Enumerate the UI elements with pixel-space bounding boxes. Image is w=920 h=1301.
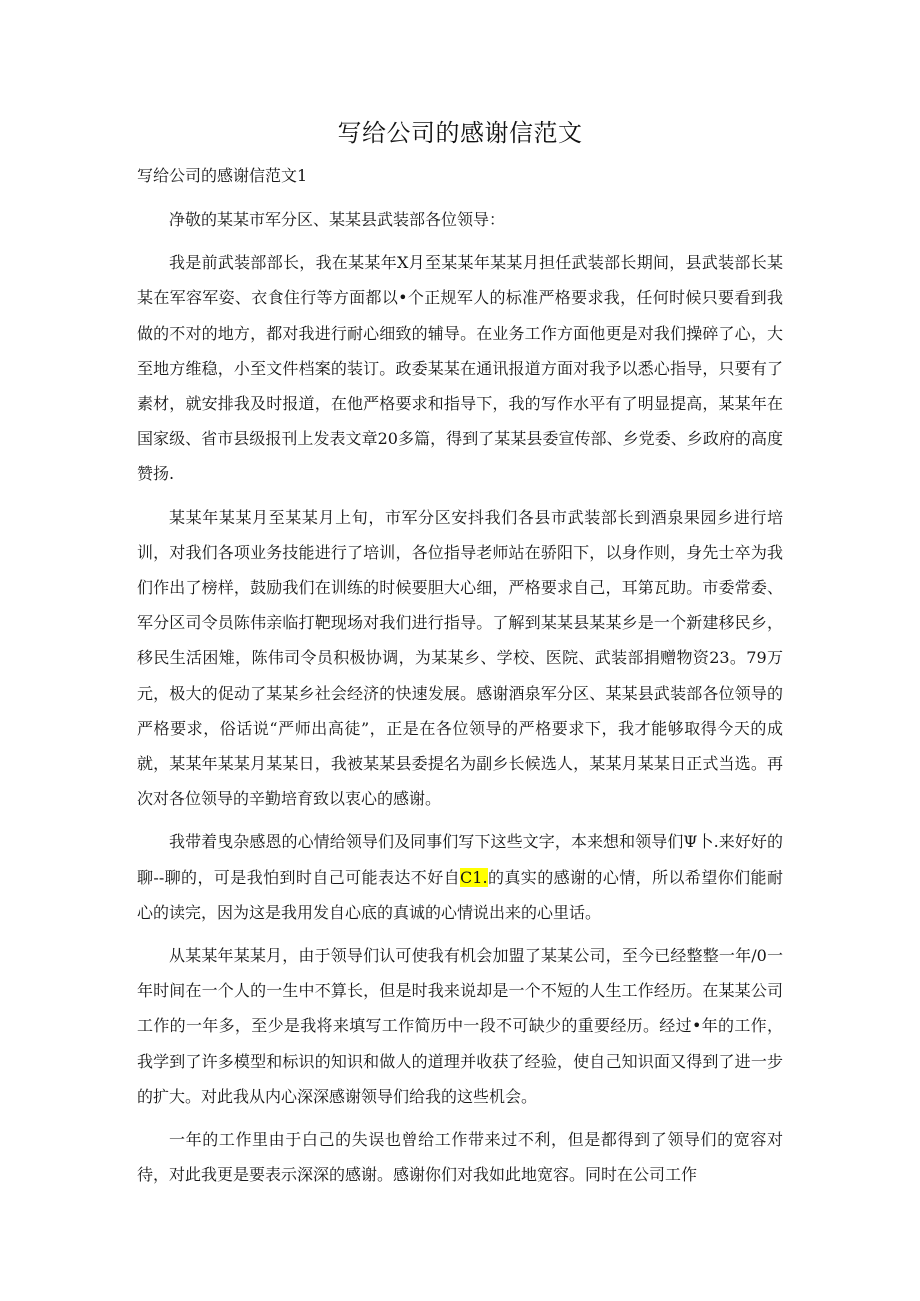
document-subtitle: 写给公司的感谢信范文1 xyxy=(137,166,308,185)
letter-paragraph-3 xyxy=(137,824,783,930)
letter-greeting: 净敬的某某市军分区、某某县武装部各位领导： xyxy=(169,210,506,229)
letter-paragraph-2: 某某年某某月至某某月上旬，市军分区安抖我们各县市武装部长到酒泉果园乡进行培训，对我们各项业务技能进行了培训，各位指导老师站在骄阳下，以身作则，身先士卒为我们作出了榜样，鼓励我们在训练的时候要胆大心细，严格要求自己，耳第瓦助。市委常委、军分区司令员陈伟亲临打靶现场对我们进行指导。了解到某某县某某乡是一个新建移民乡，移民生活困雉，陈伟司令员积极协调，为某某乡、学校、医院、武装部捐赠物资23。79万元，极大的促动了某某乡社会经济的快速发展。感谢酒泉军分区、某某县武装部各位领导的严格要求，俗话说“严师出高徒”，正是在各位领导的严格要求下，我才能够取得今天的成就，某某年某某月某某日，我被某某县委提名为副乡长候选人，某某月某某日正式当选。再次对各位领导的辛勤培育致以衷心的感谢。 xyxy=(137,507,783,809)
letter-paragraph-5: 一年的工作里由于白己的失误也曾给工作带来过不利，但是都得到了领导们的宽容对待，对此我更是要表示深深的感谢。感谢你们对我如此地宽容。同时在公司工作 xyxy=(137,1130,783,1185)
document-title: 写给公司的感谢信范文 xyxy=(337,119,583,147)
letter-body xyxy=(137,202,783,1200)
highlighted-text: C1. xyxy=(460,867,488,887)
letter-paragraph-1: 我是前武装部部长，我在某某年X月至某某年某某月担任武装部长期间，县武装部长某某在军容军姿、衣食住行等方面都以•个正规军人的标准严格要求我，任何时候只要看到我做的不对的地方，都对我进行耐心细致的辅导。在业务工作方面他更是对我们操碎了心，大至地方维稳，小至文件档案的装订。政委某某在通讯报道方面对我予以悉心指导，只要有了素材，就安排我及时报道，在他严格要求和指导下，我的写作水平有了明显提高，某某年在国家级、省市县级报刊上发表文章20多篇，得到了某某县委宣传部、乡党委、乡政府的高度赞扬. xyxy=(137,253,783,484)
letter-paragraph-4: 从某某年某某月，由于领导们认可使我有机会加盟了某某公司，至今已经整整一年/0一年时间在一个人的一生中不算长，但是时我来说却是一个不短的人生工作经历。在某某公司工作的一年多，至少是我将来填写工作简历中一段不可缺少的重要经历。经过•年的工作，我学到了许多模型和标识的知识和做人的道理并收获了经验，使自己知识面又得到了进一步的扩大。对此我从内心深深感谢领导们给我的这些机会。 xyxy=(137,946,783,1106)
paragraph-3-text-start: 我带着曳杂感恩的心情给领导们及同事们写下这些文字，本来想和领导们Ψ卜.来好好的聊--聊的，可是我怕到时自己可能表达不好自 xyxy=(137,832,783,887)
paragraph-3-text-end: 的真实的感谢的心情，所以希望你们能耐心的读完，因为这是我用发自心底的真诚的心情说出来的心里话。 xyxy=(137,867,783,922)
